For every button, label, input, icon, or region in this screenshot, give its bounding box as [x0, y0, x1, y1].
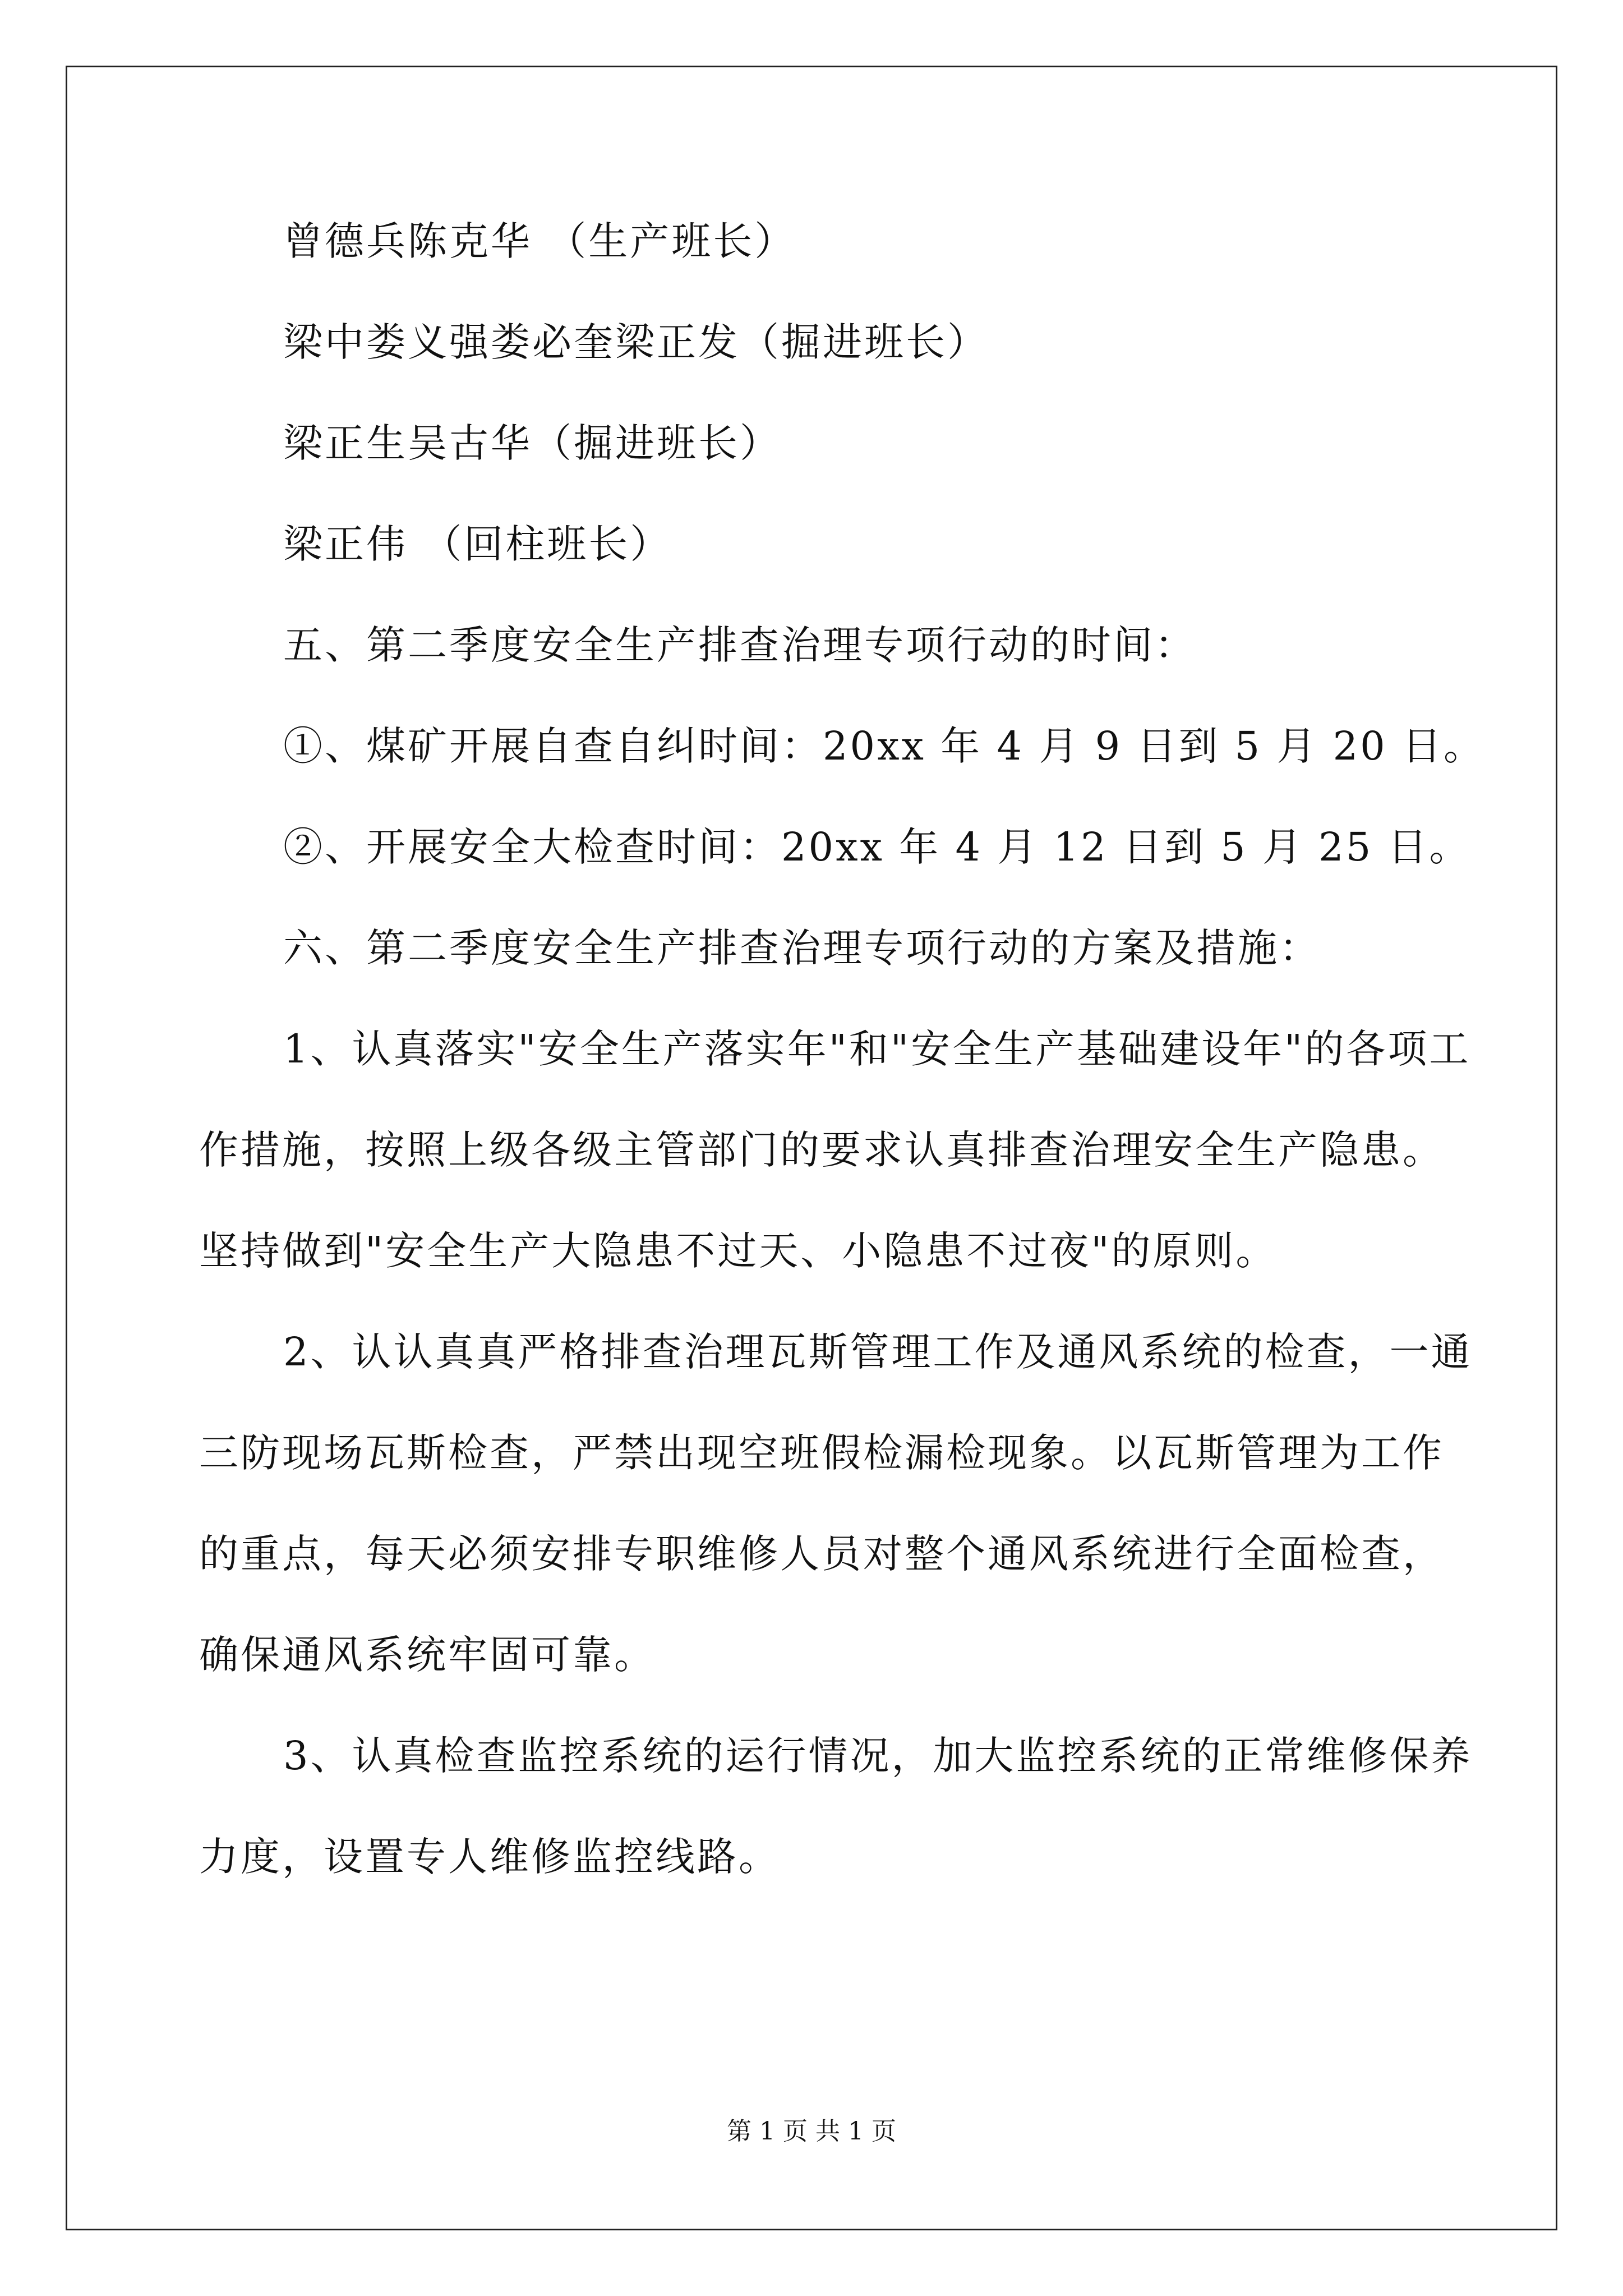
- text-line: 梁正生吴古华（掘进班长）: [283, 420, 781, 466]
- text-line: 力度，设置专人维修监控线路。: [199, 1834, 780, 1880]
- text-line: 确保通风系统牢固可靠。: [199, 1632, 656, 1678]
- text-line: ②、开展安全大检查时间：20xx 年 4 月 12 日到 5 月 25 日。: [283, 824, 1471, 870]
- text-line: 作措施，按照上级各级主管部门的要求认真排查治理安全生产隐患。: [199, 1127, 1444, 1173]
- text-line: 三防现场瓦斯检查，严禁出现空班假检漏检现象。以瓦斯管理为工作: [199, 1430, 1444, 1476]
- text-line: 2、认认真真严格排查治理瓦斯管理工作及通风系统的检查，一通: [283, 1329, 1473, 1375]
- page-footer: 第 1 页 共 1 页: [727, 2117, 896, 2146]
- text-line: ①、煤矿开展自查自纠时间：20xx 年 4 月 9 日到 5 月 20 日。: [283, 723, 1485, 769]
- text-line: 1、认真落实"安全生产落实年"和"安全生产基础建设年"的各项工: [283, 1026, 1471, 1072]
- text-line: 梁正伟 （回柱班长）: [283, 521, 672, 567]
- text-line: 3、认真检查监控系统的运行情况，加大监控系统的正常维修保养: [283, 1733, 1473, 1779]
- section-heading: 六、第二季度安全生产排查治理专项行动的方案及措施：: [283, 925, 1321, 971]
- text-line: 的重点，每天必须安排专职维修人员对整个通风系统进行全面检查，: [199, 1531, 1444, 1577]
- text-line: 曾德兵陈克华 （生产班长）: [283, 218, 796, 264]
- text-line: 坚持做到"安全生产大隐患不过天、小隐患不过夜"的原则。: [199, 1228, 1278, 1274]
- text-line: 梁中娄义强娄必奎梁正发（掘进班长）: [283, 319, 989, 365]
- section-heading: 五、第二季度安全生产排查治理专项行动的时间：: [283, 622, 1196, 668]
